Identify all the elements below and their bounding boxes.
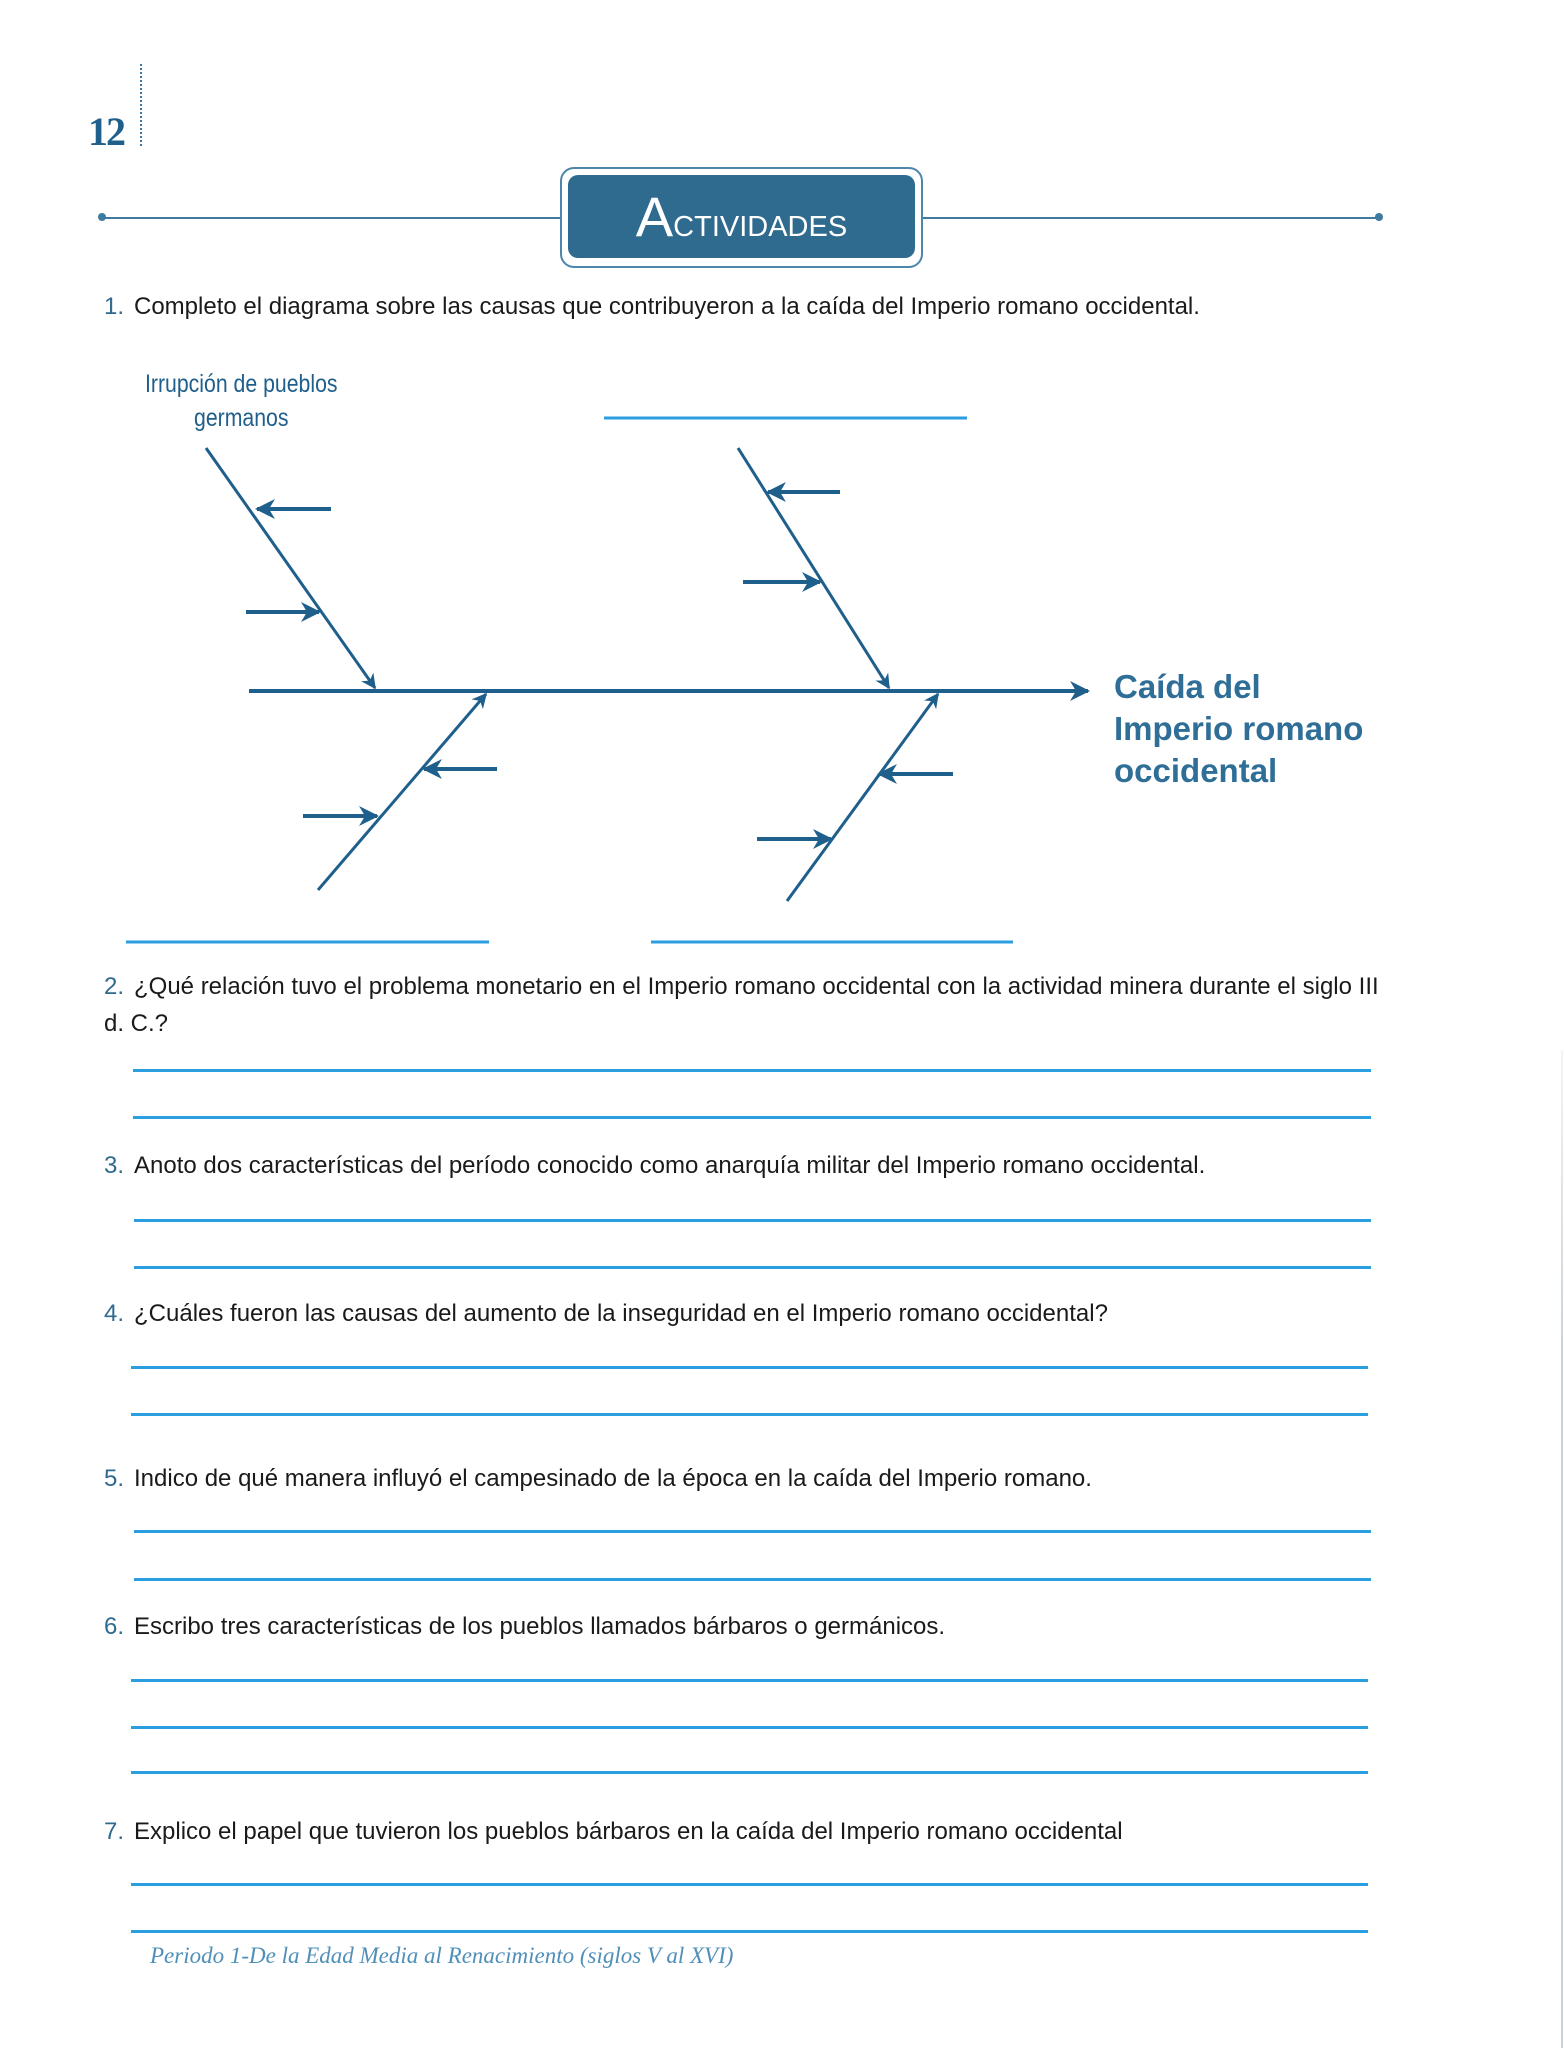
page-footer: Periodo 1-De la Edad Media al Renacimiento (siglos V al XVI) bbox=[150, 1943, 734, 1968]
question-text: Explico el papel que tuvieron los pueblos bárbaros en la caída del Imperio romano occidental bbox=[134, 1818, 1123, 1845]
answer-line[interactable] bbox=[131, 1883, 1368, 1886]
bone-bottom-right bbox=[787, 694, 938, 901]
answer-line[interactable] bbox=[131, 1771, 1368, 1774]
question-4 bbox=[104, 1295, 1380, 1332]
answer-line[interactable] bbox=[131, 1366, 1368, 1369]
effect-line: Caída del bbox=[1114, 668, 1261, 705]
question-text: Completo el diagrama sobre las causas que contribuyeron a la caída del Imperio romano occidental. bbox=[134, 293, 1200, 320]
question-5 bbox=[104, 1460, 1380, 1497]
question-number: 2. bbox=[104, 973, 125, 1000]
cause-label-line: germanos bbox=[193, 404, 289, 432]
answer-line[interactable] bbox=[134, 1578, 1371, 1581]
answer-line[interactable] bbox=[131, 1930, 1368, 1933]
bone-top-left bbox=[206, 448, 375, 688]
answer-line[interactable] bbox=[134, 1219, 1371, 1222]
answer-line[interactable] bbox=[133, 1116, 1371, 1119]
answer-line[interactable] bbox=[131, 1679, 1368, 1682]
question-number: 5. bbox=[104, 1465, 125, 1492]
answer-line[interactable] bbox=[134, 1266, 1371, 1269]
question-number: 7. bbox=[104, 1818, 125, 1845]
question-6 bbox=[104, 1608, 1380, 1645]
question-number: 4. bbox=[104, 1300, 125, 1327]
answer-line[interactable] bbox=[134, 1530, 1371, 1533]
answer-line[interactable] bbox=[131, 1726, 1368, 1729]
question-3 bbox=[104, 1147, 1380, 1184]
effect-line: Imperio romano bbox=[1114, 710, 1364, 747]
question-text: ¿Cuáles fueron las causas del aumento de la inseguridad en el Imperio romano occidental? bbox=[134, 1300, 1108, 1327]
question-number: 3. bbox=[104, 1152, 125, 1179]
effect-line: occidental bbox=[1114, 752, 1278, 789]
question-text: Indico de qué manera influyó el campesinado de la época en la caída del Imperio romano. bbox=[134, 1465, 1092, 1492]
question-text: Escribo tres características de los pueblos llamados bárbaros o germánicos. bbox=[134, 1613, 946, 1640]
question-number: 1. bbox=[104, 293, 125, 320]
bone-top-right bbox=[738, 448, 889, 688]
question-text: ¿Qué relación tuvo el problema monetario en el Imperio romano occidental con la actividad minera durante el siglo III d. C.? bbox=[104, 973, 1379, 1037]
bone-bottom-left bbox=[318, 694, 486, 890]
page-number: 12 bbox=[88, 109, 124, 154]
cause-label-line: Irrupción de pueblos bbox=[144, 370, 338, 398]
answer-line[interactable] bbox=[131, 1413, 1368, 1416]
question-text: Anoto dos características del período conocido como anarquía militar del Imperio romano occidental. bbox=[134, 1152, 1206, 1179]
question-number: 6. bbox=[104, 1613, 125, 1640]
answer-line[interactable] bbox=[133, 1069, 1371, 1072]
question-2 bbox=[104, 968, 1380, 1042]
question-7 bbox=[104, 1813, 1380, 1850]
section-title: Actividades bbox=[635, 185, 848, 248]
